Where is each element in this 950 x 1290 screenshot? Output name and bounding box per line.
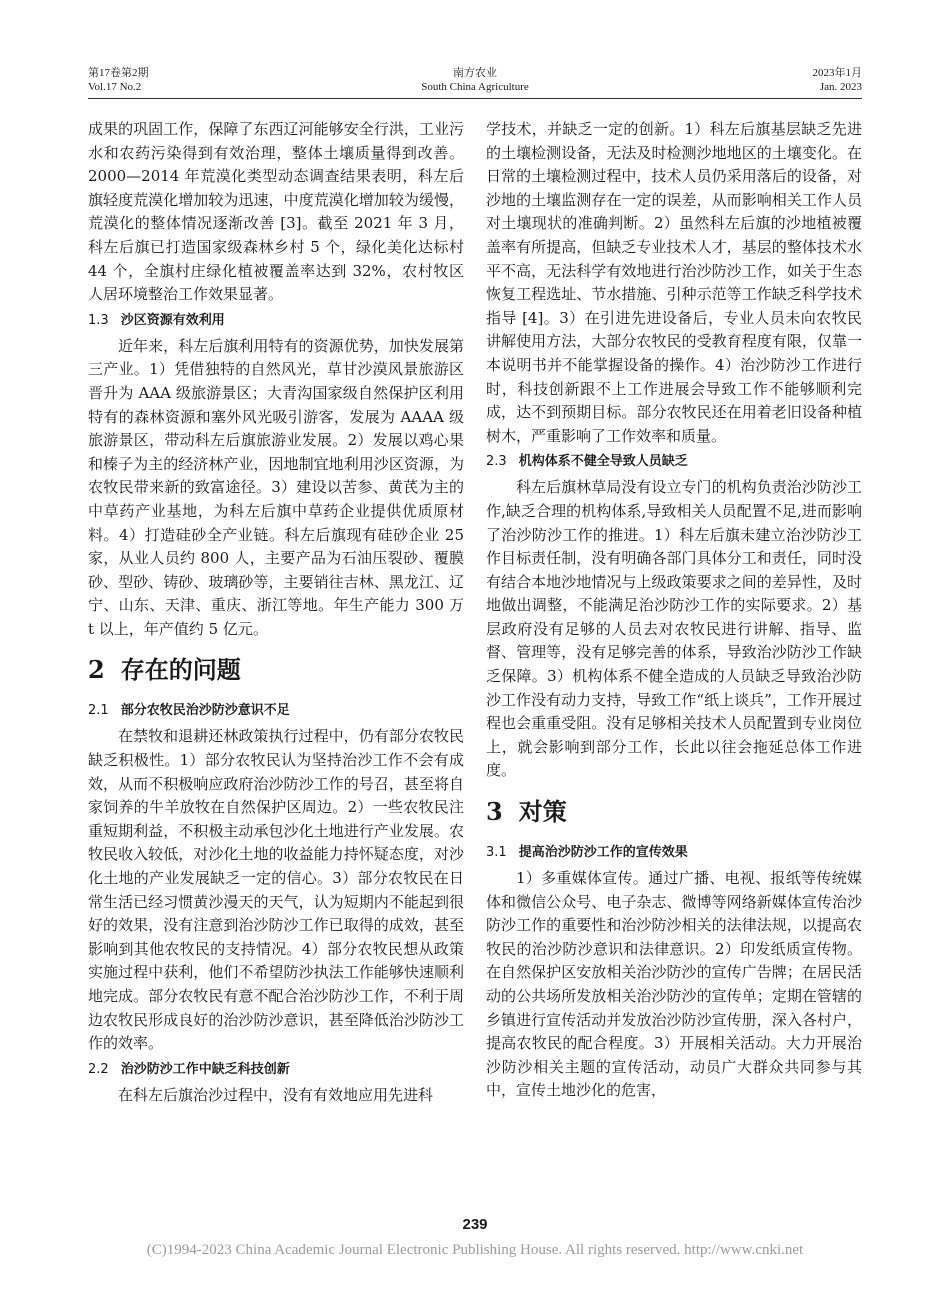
section-heading-3 [486,797,862,827]
subsection-number: 2.3 [486,454,507,470]
paragraph-2-2-continued: 学技术，并缺乏一定的创新。1）科左后旗基层缺乏先进的土壤检测设备，无法及时检测沙地地区的土壤变化。在日常的土壤检测过程中，技术人员仍采用落后的设备，对沙地的土壤监测存在一定的误差，从而影响相关工作人员对土壤现状的准确判断。2）虽然科左后旗的沙地植被覆盖率有所提高，但缺乏专业技术人才，基层的整体技术水平不高，无法科学有效地进行治沙防沙工作，如关于生态恢复工程选址、节水措施、引种示范等工作缺乏科学技术指导 [4]。3）在引进先进设备后，专业人员未向农牧民讲解使用方法，大部分农牧民的受教育程度有限，仅靠一本说明书并不能掌握设备的操作。4）治沙防沙工作进行时，科技创新跟不上工作进展会导致工作不能够顺利完成，达不到预期目标。部分农牧民还在用着老旧设备种植树木，严重影响了工作效率和质量。 [486,120,862,445]
subsection-number: 2.2 [88,1061,109,1077]
subsection-number: 2.1 [88,703,109,719]
copyright-notice: (C)1994-2023 China Academic Journal Electronic Publishing House. All rights reserved. http://www.cnki.net [146,1242,804,1258]
right-column [486,118,862,1103]
subsection-heading-2-3 [486,450,862,474]
left-column [88,118,464,1107]
journal-title [88,66,862,94]
section-title: 存在的问题 [120,655,241,685]
journal-date [813,66,863,94]
date-en: Jan. 2023 [819,81,862,93]
header-divider [88,98,862,99]
page-number: 239 [462,1216,488,1233]
volume-cn: 第17卷第2期 [88,67,149,79]
journal-title-cn: 南方农业 [453,67,497,79]
section-heading-2 [88,655,464,685]
subsection-title: 机构体系不健全导致人员缺乏 [518,454,688,470]
paragraph-2-1: 在禁牧和退耕还林政策执行过程中，仍有部分农牧民缺乏积极性。1）部分农牧民认为坚持治沙工作不会有成效，从而不积极响应政府治沙防沙工作的号召，甚至将自家饲养的牛羊放牧在自然保护区周边。2）一些农牧民注重短期利益，不积极主动承包沙化土地进行产业发展。农牧民收入较低，对沙化土地的收益能力持怀疑态度，对沙化土地的产业发展缺乏一定的信心。3）部分农牧民在日常生活已经习惯黄沙漫天的天气，认为短期内不能起到很好的效果，没有注意到治沙防沙工作已取得的成效，甚至影响到其他农牧民的支持情况。4）部分农牧民想从政策实施过程中获利，他们不希望防沙执法工作能够快速顺利地完成。部分农牧民有意不配合治沙防沙工作，不利于周边农牧民形成良好的治沙防沙意识，甚至降低治沙防沙工作的效率。 [88,727,464,1053]
subsection-heading-3-1 [486,841,862,865]
subsection-number: 1.3 [88,312,109,328]
subsection-title: 提高治沙防沙工作的宣传效果 [518,845,688,861]
subsection-heading-2-1 [88,699,464,723]
subsection-heading-2-2 [88,1058,464,1082]
subsection-title: 治沙防沙工作中缺乏科技创新 [120,1061,290,1077]
page-header [88,62,862,98]
paragraph-1-3: 近年来，科左后旗利用特有的资源优势，加快发展第三产业。1）凭借独特的自然风光，草甘沙漠风景旅游区晋升为 AAA 级旅游景区；大青沟国家级自然保护区利用特有的森林资源和塞外风光吸引游客，发展为 AAAA 级旅游景区，带动科左后旗旅游业发展。2）发展以鸡心果和榛子为主的经济林产业，因地制宜地利用沙区资源，为农牧民带来新的致富途径。3）建设以苦参、黄芪为主的中草药产业基地，为科左后旗中草药企业提供优质原材料。4）打造硅砂全产业链。科左后旗现有硅砂企业 25 家，从业人员约 800 人，主要产品为石油压裂砂、覆膜砂、型砂、铸砂、玻璃砂等，主要销往吉林、黑龙江、辽宁、山东、天津、重庆、浙江等地。年生产能力 300 万 t 以上，年产值约 5 亿元。 [88,336,464,638]
volume-en: Vol.17 No.2 [88,81,142,93]
paragraph-intro: 成果的巩固工作，保障了东西辽河能够安全行洪，工业污水和农药污染得到有效治理，整体土壤质量得到改善。2000—2014 年荒漠化类型动态调查结果表明，科左后旗轻度荒漠化增加较为迅速，中度荒漠化增加较为缓慢，荒漠化的整体情况逐渐改善 [3]。截至 2021 年 3 月，科左后旗已打造国家级森林乡村 5 个，绿化美化达标村 44 个，全旗村庄绿化植被覆盖率达到 32%，农村牧区人居环境整治工作效果显著。 [88,120,464,304]
journal-title-en: South China Agriculture [421,81,529,93]
subsection-heading-1-3 [88,309,464,333]
subsection-number: 3.1 [486,845,507,861]
section-number: 3 [486,797,503,827]
section-title: 对策 [518,797,567,827]
subsection-title: 沙区资源有效利用 [120,312,225,328]
section-number: 2 [88,655,105,685]
paragraph-2-3: 科左后旗林草局没有设立专门的机构负责治沙防沙工作,缺乏合理的机构体系,导致相关人员配置不足,进而影响了治沙防沙工作的推进。1）科左后旗未建立治沙防沙工作目标责任制，没有明确各部门具体分工和责任，同时没有结合本地沙地情况与上级政策要求之间的差异性，及时地做出调整，不能满足治沙防沙工作的实际要求。2）基层政府没有足够的人员去对农牧民进行讲解、指导、监督、管理等，没有足够完善的体系，导致治沙防沙工作缺乏保障。3）机构体系不健全造成的人员缺乏导致治沙防沙工作没有动力支持，导致工作“纸上谈兵”，工作开展过程也会重重受阻。没有足够相关技术人员配置到专业岗位上，就会影响到部分工作，长此以往会拖延总体工作进度。 [486,478,862,780]
date-cn: 2023年1月 [812,67,862,79]
paragraph-2-2-start: 在科左后旗治沙过程中，没有有效地应用先进科 [118,1085,434,1104]
subsection-title: 部分农牧民治沙防沙意识不足 [120,703,290,719]
paragraph-3-1: 1）多重媒体宣传。通过广播、电视、报纸等传统媒体和微信公众号、电子杂志、微博等网络新媒体宣传治沙防沙工作的重要性和治沙防沙相关的法律法规，以提高农牧民的治沙防沙意识和法律意识。2）印发纸质宣传物。在自然保护区安放相关治沙防沙的宣传广告牌；在居民活动的公共场所发放相关治沙防沙的宣传单；定期在管辖的乡镇进行宣传活动并发放治沙防沙宣传册，深入各村户，提高农牧民的配合程度。3）开展相关活动。大力开展治沙防沙相关主题的宣传活动，动员广大群众共同参与其中，宣传土地沙化的危害， [486,869,862,1100]
